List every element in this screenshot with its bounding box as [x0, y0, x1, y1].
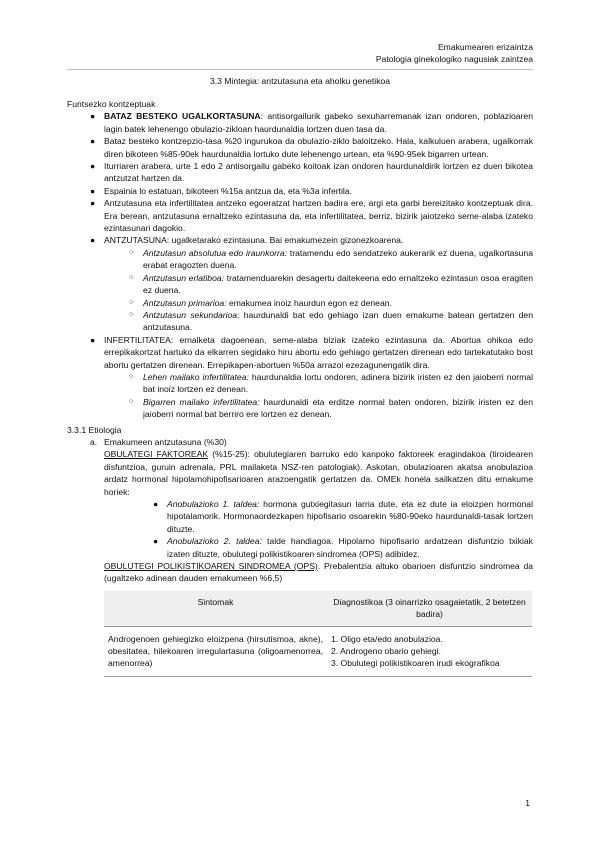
list-item: [67, 234, 533, 246]
circle-bullet-icon: ○: [129, 248, 134, 256]
page-number: 1: [525, 798, 530, 808]
sub-term-text: haurdunaldia lortu ondoren, adinera bizirik iristen ez den jaioberri normal bat inoiz lortzen ez denean.: [143, 371, 533, 395]
term-label: BATAZ BESTEKO UGALKORTASUNA: [104, 111, 261, 122]
sub-list-item: [67, 498, 533, 535]
circle-bullet-icon: ○: [129, 372, 134, 380]
list-item: [67, 110, 533, 135]
table-cell-diagnosis: [327, 626, 532, 676]
sub-list-item: [67, 396, 533, 421]
table-header-row: [104, 591, 532, 626]
sub-term-label: Antzutasun absolutua edo iraunkorra:: [143, 247, 288, 258]
paragraph-text: . Prebalentzia altuko obarioen disfuntzio sindromea da (ugaltzeko adinean dauden emakumeen %6,5): [104, 561, 534, 584]
diagnosis-criterion: 2. Androgeno obario gehiegi.: [331, 646, 441, 657]
list-item-text: ANTZUTASUNA: ugalketarako ezintasuna. Bai emakumezein gizonezkoarena.: [104, 235, 404, 246]
diagnosis-criterion: 3. Obulutegi polikistikoaren irudi ekografikoa: [331, 658, 500, 669]
sub-term-text: tratamenduarekin desagertu daitekeena edo ernaltzeko ezintasun osoa eragiten ez duena.: [143, 272, 533, 296]
list-item: [67, 334, 533, 371]
bullet-icon: ●: [153, 499, 159, 509]
lettered-item-text: Emakumeen antzutasuna (%30): [104, 436, 227, 447]
paragraph-pcos: [67, 560, 533, 585]
list-item: [67, 135, 533, 160]
circle-bullet-icon: ○: [129, 310, 134, 318]
sub-term-text: hormona gutxiegitasun larria dute, eta ez dute ia eloizpen hormonal hipotalamorik. Hormonaordezkapen hipofisario osoarekin %80-90eko haurdunaldi-tasak lortzen dituzte.: [167, 499, 533, 534]
item-letter: a.: [90, 436, 98, 447]
bullet-icon: ●: [90, 198, 96, 209]
paragraph-term: OBULATEGI FAKTOREAK: [104, 449, 209, 460]
section-heading: Funtsezko kontzeptuak: [67, 99, 156, 109]
sub-list-item: [67, 371, 533, 396]
pcos-table: [104, 591, 532, 677]
table-header-diagnosis: Diagnostikoa (3 oinarrizko osagaietatik, 2 betetzen badira): [327, 591, 532, 626]
list-item-text: Espainia lo estatuan, bikoteen %15a antzua da, eta %3a infertila.: [104, 185, 352, 196]
subsection-heading: 3.3.1 Etiologia: [67, 424, 122, 435]
paragraph-text: (%15-25): obulutegiaren barruko edo kanpoko faktoreek eragindakoa (tiroidearen disfuntzioa, guruin adrenala, PRL mailaketa NSZ-ren patologiak). Askotan, obulazioaren akatsa anobulazioa ardatz hormonal hipolamohipofisarioaren arazoengatik gertatzen da. OMEk honela sailkatzen ditu emakume horiek:: [104, 449, 533, 497]
sub-term-label: Antzutasun erlatiboa:: [143, 272, 225, 283]
table-row: [104, 626, 532, 676]
diagnosis-criterion: 1. Oligo eta/edo anobulazioa.: [331, 633, 443, 644]
bullet-icon: ●: [90, 334, 96, 345]
sub-term-text: haurdunaldi bat edo gehiago izan duen emakume batean gertatzen den antzutasuna.: [143, 309, 533, 333]
circle-bullet-icon: ○: [129, 273, 134, 281]
bullet-icon: ●: [153, 536, 159, 547]
term-text: : antisorgailurik gabeko sexuharremanak izan ondoren, poblazioaren lagin batek lehenengo obulazio-zikloan haurdunaldia lortzen duen tasa da.: [104, 111, 533, 134]
sub-term-text: emakumea inoiz haurdun egon ez denean.: [226, 297, 392, 308]
list-item-text: Bataz besteko kontzepzio-tasa %20 ingurukoa da obulazio-ziklo baloitzeko. Hala, kalkuluen arabera, ugalkorrak diren bikoteen %85-90ek haurdunaldia lortuko dute lehenengo urtean, eta %90-95ek bigarren urtean.: [104, 136, 533, 159]
page-title: 3.3 Mintegia: antzutasuna eta aholku genetikoa: [209, 76, 391, 86]
sub-term-label: Antzutasun primarioa:: [143, 297, 227, 308]
paragraph-ovarian-factors: [67, 448, 533, 498]
paragraph-term: OBULUTEGI POLIKISTIKOAREN SINDROMEA (OPS): [104, 561, 318, 572]
sub-list-item: [67, 247, 533, 272]
bullet-icon: ●: [90, 235, 96, 246]
sub-list-item: [67, 535, 533, 560]
list-item: [67, 185, 533, 197]
document-body: [67, 98, 533, 677]
sub-term-text: tratamendu edo sendatzeko aukerarik ez duena, ugalkortasuna erabat eragozten duena.: [143, 247, 533, 271]
list-item: [67, 160, 533, 185]
sub-term-label: Bigarren mailako infertilitatea:: [143, 396, 260, 407]
sub-term-label: Lehen mailako infertilitatea:: [143, 371, 249, 382]
circle-bullet-icon: ○: [129, 397, 134, 405]
bullet-icon: ●: [90, 136, 96, 147]
header-subject-title: Patologia ginekologiko nagusiak zaintzea: [375, 54, 533, 64]
lettered-item: [67, 436, 533, 448]
sub-term-text: talde handiagoa. Hipolamo hipofisario ardatzean disfuntzio txikiak izaten dituzte, obulutegi polikistikoaren sindromea (OPS) adibidez.: [167, 536, 533, 559]
sub-list-item: [67, 309, 533, 334]
table-header-symptoms: Sintomak: [104, 591, 327, 626]
bullet-icon: ●: [90, 111, 96, 122]
list-item-text: INFERTILITATEA: ernalketa dagoenean, seme-alaba biziak izateko ezintasuna da. Abortua ohikoa edo errepikakortzat hartuko da elkarren segidako hiru abortu edo gehiago gertatzen direnean edo tartekatutako bost abortu gertatzen direnean. Errepikapen-abortuen %50a arrazoi ezezagunengatik dira.: [104, 334, 533, 370]
header-divider: [67, 69, 533, 70]
circle-bullet-icon: ○: [129, 298, 134, 306]
header-course-title: Emakumearen erizaintza: [437, 42, 533, 52]
sub-term-label: Antzutasun sekundarioa:: [143, 309, 240, 320]
table-cell-symptoms: Androgenoen gehiegizko eloizpena (hirsutismoa, akne), obesitatea, hilekoaren irregulartasuna (oligoamenorrea, amenorrea): [104, 626, 327, 676]
sub-term-text: haurdunaldi eta erditze normal baten ondoren, bizirik iristen ez den jaioberri normal bat berriro ere lortzen ez denean.: [143, 396, 533, 420]
list-item-text: Iturriaren arabera, urte 1 edo 2 antisorgailu gabeko koitoak izan ondoren haurdunaldirik lortzen ez duen bikotea antzutzat hartzen da.: [104, 161, 533, 184]
sub-list-item: [67, 272, 533, 297]
sub-term-label: Anobulazioko 1. taldea:: [167, 499, 260, 509]
list-item-text: Antzutasuna eta infertilitatea antzeko egoeratzat hartzen badira ere, argi eta garbi bereizitako kontzeptuak dira. Era berean, antzutasuna ernaltzeko ezintasuna da, eta infertilitatea, berriz, bizirik jaiotzeko seme-alaba izateko ezintasunari dagokio.: [104, 198, 533, 234]
bullet-icon: ●: [90, 185, 96, 196]
sub-list-item: [67, 297, 533, 309]
bullet-icon: ●: [90, 161, 96, 172]
list-item: [67, 197, 533, 234]
sub-term-label: Anobulazioko 2. taldea:: [167, 536, 262, 547]
